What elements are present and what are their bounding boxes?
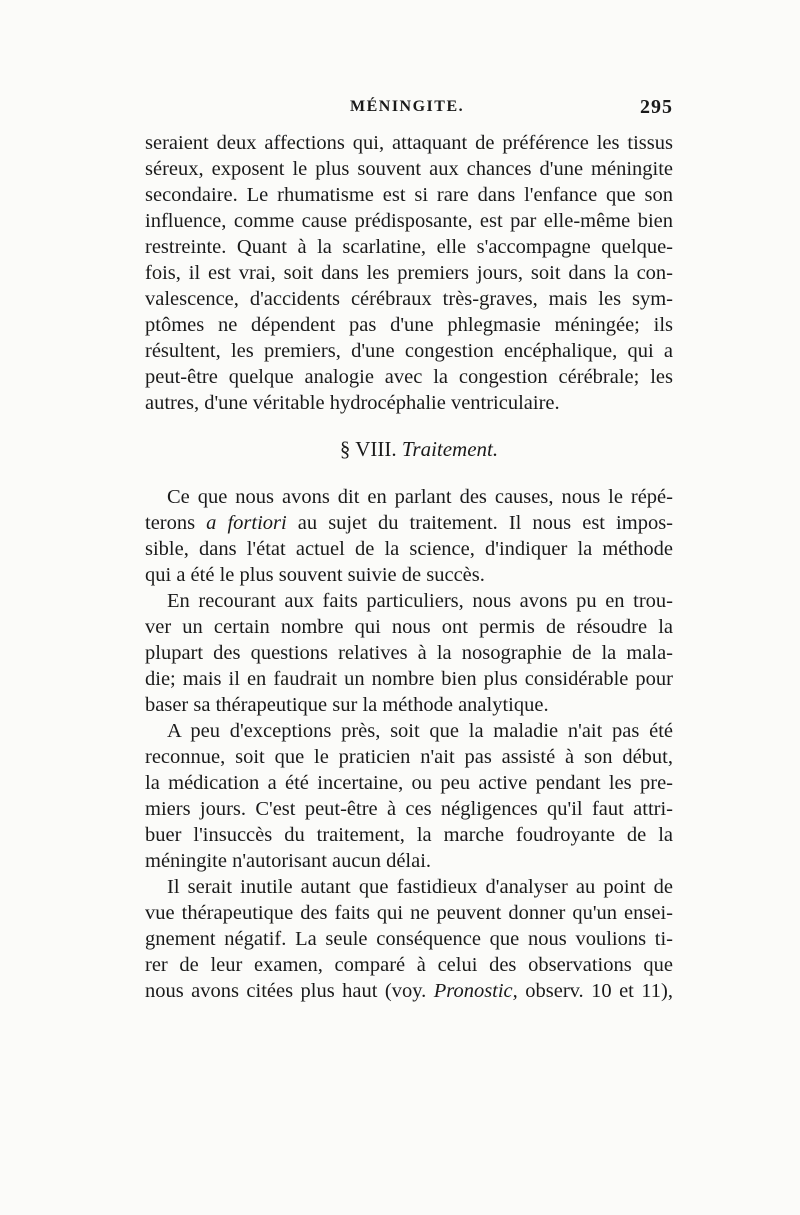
text-run: nous avons citées plus haut (voy.	[145, 980, 434, 1002]
text-line: Ce que nous avons dit en parlant des causes, nous le répé-	[167, 486, 673, 508]
page-text-block	[145, 96, 673, 1004]
text-line: plupart des questions relatives à la nosographie de la mala-	[145, 642, 673, 664]
text-line	[145, 978, 673, 1004]
text-line: fois, il est vrai, soit dans les premiers jours, soit dans la con-	[145, 262, 673, 284]
text-line: reconnue, soit que le praticien n'ait pas assisté à son début,	[145, 746, 673, 768]
running-title: MÉNINGITE.	[350, 98, 465, 115]
text-line: baser sa thérapeutique sur la méthode analytique.	[145, 694, 549, 716]
text-line: peut-être quelque analogie avec la congestion cérébrale; les	[145, 366, 673, 388]
page-number: 295	[640, 96, 673, 118]
text-run: observ. 10 et 11),	[517, 980, 673, 1002]
section-heading	[145, 436, 673, 462]
paragraph-causes	[145, 484, 673, 588]
text-line: sible, dans l'état actuel de la science, d'indiquer la méthode	[145, 538, 673, 560]
paragraph-continuation	[145, 130, 673, 416]
text-line: ver un certain nombre qui nous ont permis de résoudre la	[145, 616, 673, 638]
text-line: vue thérapeutique des faits qui ne peuvent donner qu'un ensei-	[145, 902, 673, 924]
section-number: § VIII.	[339, 437, 397, 461]
text-line: valescence, d'accidents cérébraux très-graves, mais les sym-	[145, 288, 673, 310]
text-line: la médication a été incertaine, ou peu active pendant les pre-	[145, 772, 673, 794]
paragraph-analyse	[145, 874, 673, 1004]
text-line: Il serait inutile autant que fastidieux d'analyser au point de	[167, 876, 673, 898]
text-line: rer de leur examen, comparé à celui des observations que	[145, 954, 673, 976]
text-line: die; mais il en faudrait un nombre bien plus considérable pour	[145, 668, 673, 690]
text-line: miers jours. C'est peut-être à ces négligences qu'il faut attri-	[145, 798, 673, 820]
text-line: influence, comme cause prédisposante, est par elle-même bien	[145, 210, 673, 232]
text-line: buer l'insuccès du traitement, la marche foudroyante de la	[145, 824, 673, 846]
text-line: méningite n'autorisant aucun délai.	[145, 850, 432, 872]
section-title: Traitement.	[401, 437, 499, 461]
text-line: seraient deux affections qui, attaquant de préférence les tissus	[145, 132, 673, 154]
text-line: qui a été le plus souvent suivie de succès.	[145, 564, 485, 586]
text-line: autres, d'une véritable hydrocéphalie ventriculaire.	[145, 392, 560, 414]
text-line: résultent, les premiers, d'une congestion encéphalique, qui a	[145, 340, 673, 362]
text-run: terons	[145, 512, 207, 534]
text-line: secondaire. Le rhumatisme est si rare dans l'enfance que son	[145, 184, 673, 206]
page-header	[145, 96, 673, 130]
italic-phrase: Pronostic,	[433, 980, 518, 1002]
text-line: gnement négatif. La seule conséquence que nous voulions ti-	[145, 928, 673, 950]
text-line: ptômes ne dépendent pas d'une phlegmasie méningée; ils	[145, 314, 673, 336]
text-line: restreinte. Quant à la scarlatine, elle s'accompagne quelque-	[145, 236, 673, 258]
text-line: séreux, exposent le plus souvent aux chances d'une méningite	[145, 158, 673, 180]
text-run: au sujet du traitement. Il nous est impos-	[286, 512, 673, 534]
text-line: En recourant aux faits particuliers, nous avons pu en trou-	[167, 590, 673, 612]
text-line: A peu d'exceptions près, soit que la maladie n'ait pas été	[167, 720, 673, 742]
text-line	[145, 510, 673, 536]
paragraph-exceptions	[145, 718, 673, 874]
paragraph-faits-particuliers	[145, 588, 673, 718]
italic-phrase: a fortiori	[206, 512, 287, 534]
